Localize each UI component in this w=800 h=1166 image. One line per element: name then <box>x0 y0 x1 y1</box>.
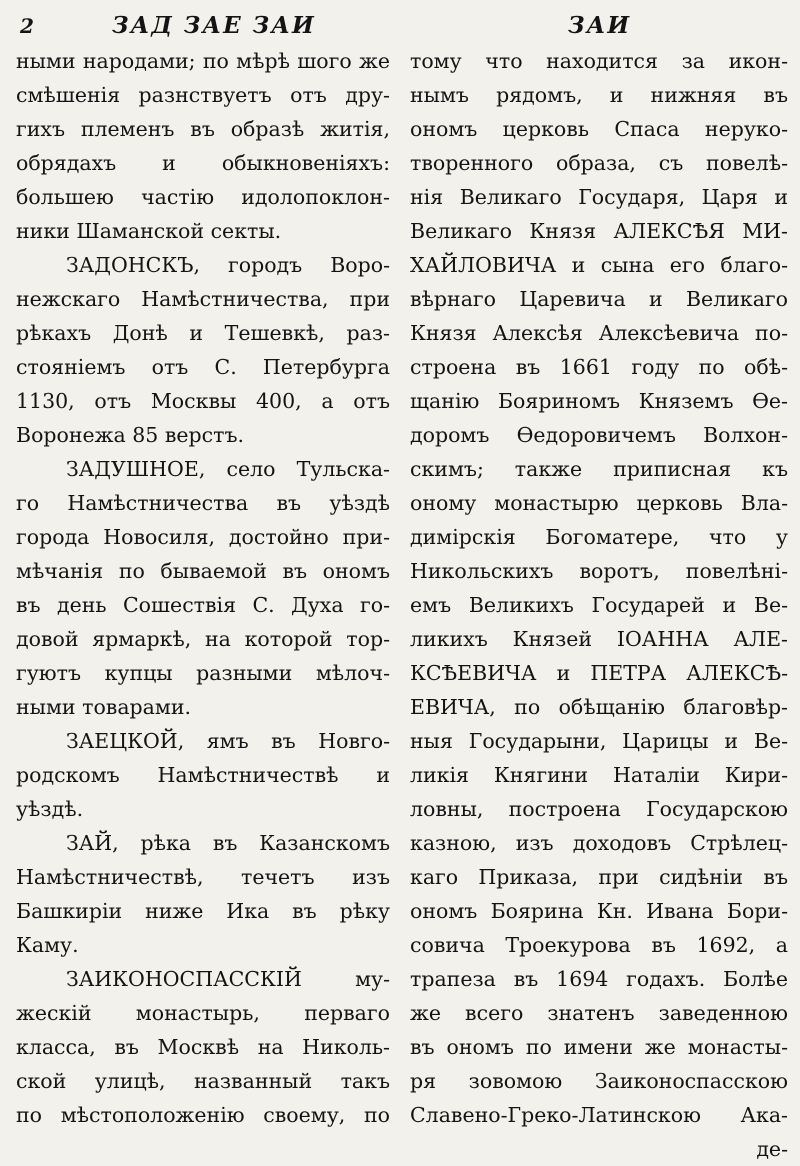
left-column-line: ЗАЕЦКОЙ, ямъ въ Новго- <box>66 729 390 753</box>
right-column-line: Никольскихъ воротъ, повелѣні- <box>410 559 788 583</box>
left-column-line: Воронежа 85 верстъ. <box>16 423 245 447</box>
left-column-line: стояніемъ отъ С. Петербурга <box>16 355 390 379</box>
left-column-line: ЗАИКОНОСПАССКІЙ му- <box>66 967 390 991</box>
right-column-line: димірскія Богоматере, что у <box>410 525 788 549</box>
left-column-line: Намѣстничествѣ, течетъ изъ <box>16 865 390 889</box>
right-column-line: трапеза въ 1694 годахъ. Болѣе <box>410 967 788 991</box>
left-column-line: ской улицѣ, названный такъ <box>16 1069 390 1093</box>
page-number: 2 <box>20 14 36 38</box>
left-column-line: ными товарами. <box>16 695 192 719</box>
right-column-line: совича Троекурова въ 1692, а <box>410 933 788 957</box>
left-column-line: по мѣстоположенію своему, по <box>16 1103 390 1127</box>
right-column-line: ныя Государыни, Царицы и Ве- <box>410 729 788 753</box>
page-header <box>0 12 800 48</box>
left-column-line: Каму. <box>16 933 79 957</box>
right-column-line: ЕВИЧА, по обѣщанію благовѣр- <box>410 695 788 719</box>
left-column-line: ными народами; по мѣрѣ шого же <box>16 49 390 73</box>
right-column-line: нія Великаго Государя, Царя и <box>410 185 788 209</box>
left-column-line: мѣчанія по бываемой въ ономъ <box>16 559 390 583</box>
right-column-line: ликія Княгини Наталіи Кири- <box>410 763 788 787</box>
right-column-line: каго Приказа, при сидѣніи въ <box>410 865 788 889</box>
right-column-line: въ ономъ по имени же монасты- <box>410 1035 788 1059</box>
right-column-line: вѣрнаго Царевича и Великаго <box>410 287 788 311</box>
left-column-line: класса, въ Москвѣ на Николь- <box>16 1035 390 1059</box>
left-column-line: родскомъ Намѣстничествѣ и <box>16 763 390 787</box>
left-column-line: жескій монастырь, перваго <box>16 1001 390 1025</box>
right-column-line: ономъ церковь Спаса неруко- <box>410 117 788 141</box>
left-column-line: ЗАДОНСКЪ, городъ Воро- <box>66 253 390 277</box>
right-column-line: же всего знатенъ заведенною <box>410 1001 788 1025</box>
left-column-line: гихъ племенъ въ образѣ житія, <box>16 117 390 141</box>
left-column-line: гуютъ купцы разными мѣлоч- <box>16 661 390 685</box>
right-column-line: ХАЙЛОВИЧА и сына его благо- <box>410 253 788 277</box>
left-column-line: ники Шаманской секты. <box>16 219 282 243</box>
right-column-line: ря зовомою Заиконоспасскою <box>410 1069 788 1093</box>
right-column-line: Князя Алексѣя Алексѣевича по- <box>410 321 788 345</box>
left-column-line: уѣздѣ. <box>16 797 84 821</box>
left-column-line: Башкиріи ниже Ика въ рѣку <box>16 899 390 923</box>
right-column <box>410 44 788 1166</box>
right-column-line: казною, изъ доходовъ Стрѣлец- <box>410 831 788 855</box>
left-column-line: ЗАДУШНОЕ, село Тульска- <box>66 457 390 481</box>
left-column-line: смѣшенія разнствуетъ отъ дру- <box>16 83 390 107</box>
right-column-line: оному монастырю церковь Вла- <box>410 491 788 515</box>
right-column-line: емъ Великихъ Государей и Ве- <box>410 593 788 617</box>
left-column-line: города Новосиля, достойно при- <box>16 525 390 549</box>
right-column-line: Великаго Князя АЛЕКСѢЯ МИ- <box>410 219 788 243</box>
left-column-line: го Намѣстничества въ уѣздѣ <box>16 491 390 515</box>
left-column-line: довой ярмаркѣ, на которой тор- <box>16 627 390 651</box>
left-column-line: нежскаго Намѣстничества, при <box>16 287 390 311</box>
right-column-line: ономъ Боярина Кн. Ивана Бори- <box>410 899 788 923</box>
right-column-line: нымъ рядомъ, и нижняя въ <box>410 83 788 107</box>
right-column-line: Славено-Греко-Латинскою Ака- <box>410 1103 788 1127</box>
right-running-head: ЗАИ <box>568 12 632 39</box>
right-column-line: де- <box>756 1137 788 1161</box>
right-column-line: творенного образа, съ повелѣ- <box>410 151 788 175</box>
left-column-line: ЗАЙ, рѣка въ Казанскомъ <box>66 831 390 855</box>
right-column-line: ловны, построена Государскою <box>410 797 788 821</box>
left-column-line: въ день Сошествія С. Духа го- <box>16 593 390 617</box>
right-column-line: тому что находится за икон- <box>410 49 788 73</box>
left-column-line: 1130, отъ Москвы 400, а отъ <box>16 389 390 413</box>
right-column-line: ликихъ Князей ІОАННА АЛЕ- <box>410 627 788 651</box>
left-column-line: рѣкахъ Донѣ и Тешевкѣ, раз- <box>16 321 390 345</box>
left-column <box>16 44 390 1132</box>
right-column-line: щанію Бояриномъ Княземъ Ѳе- <box>410 389 788 413</box>
right-column-line: КСѢЕВИЧА и ПЕТРА АЛЕКСѢ- <box>410 661 788 685</box>
right-column-line: доромъ Ѳедоровичемъ Волхон- <box>410 423 788 447</box>
left-column-line: большею частію идолопоклон- <box>16 185 390 209</box>
left-column-line: обрядахъ и обыкновеніяхъ: <box>16 151 390 175</box>
right-column-line: скимъ; также приписная къ <box>410 457 788 481</box>
left-running-head: ЗАД ЗАЕ ЗАИ <box>112 12 316 39</box>
right-column-line: строена въ 1661 году по обѣ- <box>410 355 788 379</box>
